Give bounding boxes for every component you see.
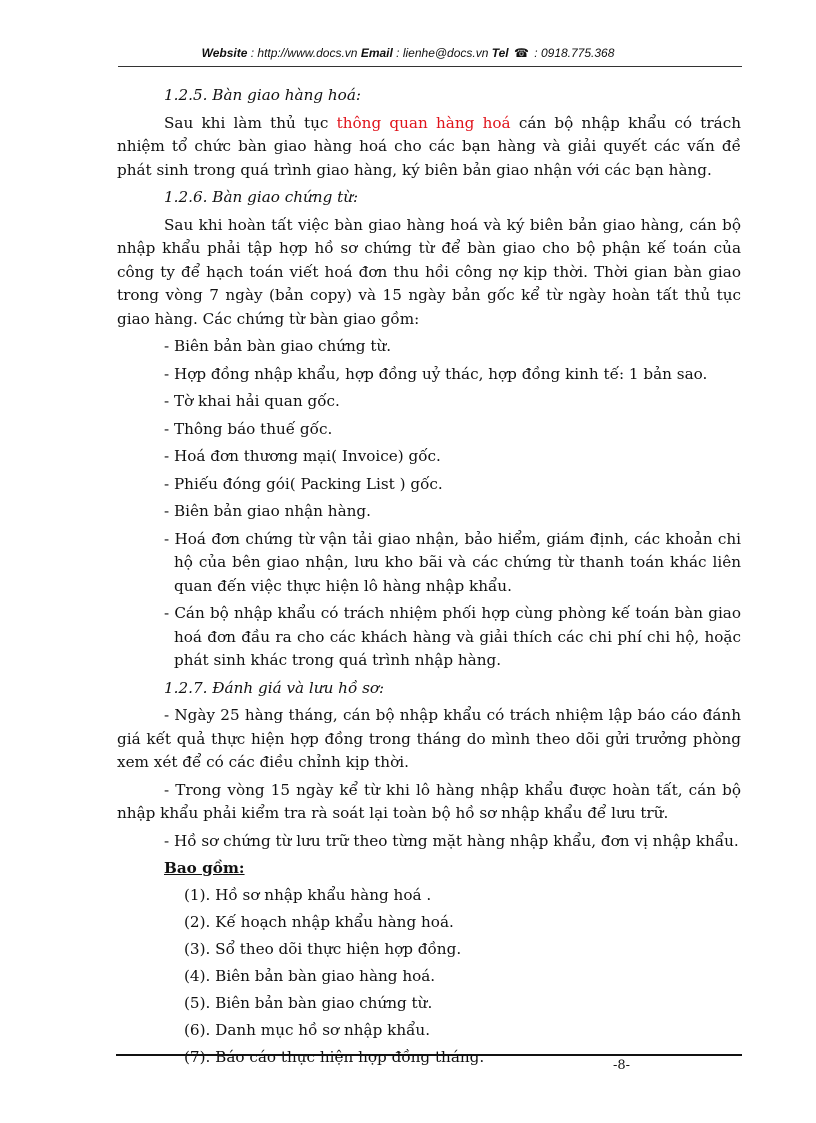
numbered-item: (6). Danh mục hồ sơ nhập khẩu. (184, 1020, 431, 1039)
numbered-item: (4). Biên bản bàn giao hàng hoá. (184, 966, 436, 985)
numbered-item: (5). Biên bản bàn giao chứng từ. (184, 993, 433, 1012)
paragraph-text: Sau khi làm thủ tục (164, 113, 337, 132)
list-item: - Thông báo thuế gốc. (164, 419, 333, 438)
bao-gom-label: Bao gồm: (164, 859, 245, 877)
phone-icon: ☎ (514, 46, 529, 60)
list-item: - Phiếu đóng gói( Packing List ) gốc. (164, 474, 443, 493)
customs-clearance-link[interactable]: thông quan hàng hoá (336, 113, 511, 132)
numbered-item: (3). Sổ theo dõi thực hiện hợp đồng. (184, 939, 462, 958)
email-label: Email (360, 46, 393, 60)
website-label: Website (201, 46, 248, 60)
section-1-2-7-paragraph: - Ngày 25 hàng tháng, cán bộ nhập khẩu có trách nhiệm lập báo cáo đánh giá kết quả thực hiện hợp đồng trong tháng do mình theo dõi gửi trưởng phòng xem xét để có các điều chỉnh kịp thời. (117, 706, 741, 771)
numbered-item: (1). Hồ sơ nhập khẩu hàng hoá . (184, 885, 432, 904)
section-1-2-7-paragraph: - Trong vòng 15 ngày kể từ khi lô hàng nhập khẩu được hoàn tất, cán bộ nhập khẩu phải kiểm tra rà soát lại toàn bộ hồ sơ nhập khẩu để lưu trữ. (117, 780, 741, 822)
section-1-2-5-title: 1.2.5. Bàn giao hàng hoá: (164, 86, 361, 104)
tel-label: Tel (491, 46, 509, 60)
email-value: : lienhe@docs.vn (396, 46, 489, 60)
section-1-2-7-paragraph: - Hồ sơ chứng từ lưu trữ theo từng mặt hàng nhập khẩu, đơn vị nhập khẩu. (164, 831, 739, 850)
list-item: - Biên bản bàn giao chứng từ. (164, 337, 392, 355)
numbered-item: (7). Báo cáo thực hiện hợp đồng tháng. (184, 1047, 485, 1066)
list-item: - Hợp đồng nhập khẩu, hợp đồng uỷ thác, hợp đồng kinh tế: 1 bản sao. (164, 364, 708, 383)
list-item: - Biên bản giao nhận hàng. (164, 502, 371, 520)
tel-value: : 0918.775.368 (534, 46, 615, 60)
section-1-2-7-title: 1.2.7. Đánh giá và lưu hồ sơ: (164, 678, 385, 697)
page-header (0, 46, 816, 60)
section-1-2-6-paragraph: Sau khi hoàn tất việc bàn giao hàng hoá và ký biên bản giao hàng, cán bộ nhập khẩu phải tập hợp hồ sơ chứng từ để bàn giao cho bộ phận kế toán của công ty để hạch toán viết hoá đơn thu hồi công nợ kịp thời. Thời gian bàn giao trong vòng 7 ngày (bản copy) và 15 ngày bản gốc kể từ ngày hoàn tất thủ tục giao hàng. Các chứng từ bàn giao gồm: (117, 215, 741, 328)
page-number: -8- (613, 1058, 631, 1073)
paragraph-text: cán bộ nhập khẩu có trách nhiệm tổ chức bàn giao hàng hoá cho các bạn hàng và giải quyết các vấn đề phát sinh trong quá trình giao hàng, ký biên bản giao nhận với các bạn hàng. (117, 113, 741, 179)
list-item: - Tờ khai hải quan gốc. (164, 392, 340, 410)
list-item: - Hoá đơn chứng từ vận tải giao nhận, bảo hiểm, giám định, các khoản chi hộ của bên giao nhận, lưu kho bãi và các chứng từ thanh toán khác liên quan đến việc thực hiện lô hàng nhập khẩu. (164, 529, 741, 595)
list-item: - Hoá đơn thương mại( Invoice) gốc. (164, 447, 441, 465)
section-1-2-5-paragraph (117, 112, 741, 183)
section-1-2-6-title: 1.2.6. Bàn giao chứng từ: (164, 188, 359, 206)
list-item: - Cán bộ nhập khẩu có trách nhiệm phối hợp cùng phòng kế toán bàn giao hoá đơn đầu ra cho các khách hàng và giải thích các chi phí chi hộ, hoặc phát sinh khác trong quá trình nhập hàng. (164, 604, 741, 669)
numbered-item: (2). Kế hoạch nhập khẩu hàng hoá. (184, 912, 454, 931)
website-value: : http://www.docs.vn (250, 46, 358, 60)
document-body (117, 84, 741, 1073)
footer-divider (116, 1054, 742, 1056)
header-divider (118, 66, 742, 67)
